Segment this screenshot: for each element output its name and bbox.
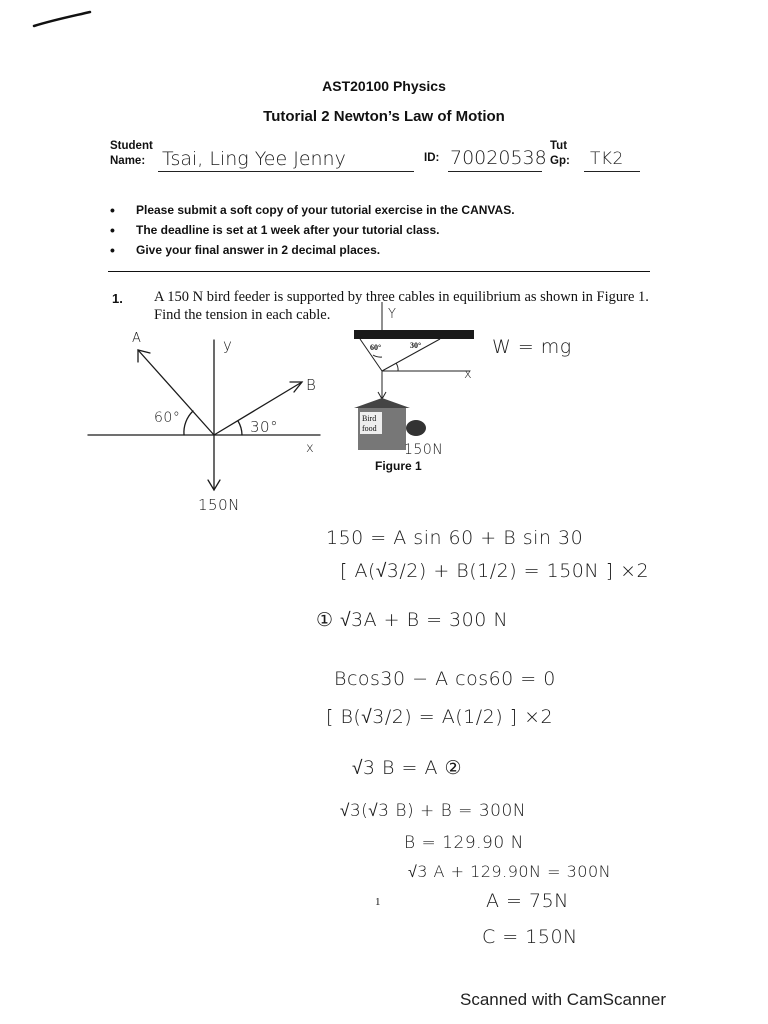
- working-line: A = 75N: [486, 890, 569, 912]
- fig-angle-30: 30°: [410, 341, 422, 350]
- section-divider: [108, 271, 650, 272]
- instruction-item: • Give your final answer in 2 decimal places.: [110, 240, 515, 260]
- instruction-item: • Please submit a soft copy of your tutorial exercise in the CANVAS.: [110, 200, 515, 220]
- fig-label-x: x: [464, 367, 473, 382]
- instruction-list: [110, 200, 515, 260]
- working-line: √3 A + 129.90N = 300N: [408, 862, 612, 881]
- tutorial-title: Tutorial 2 Newton’s Law of Motion: [263, 108, 505, 125]
- working-line: √3(√3 B) + B = 300N: [340, 801, 526, 821]
- free-body-sketch: [80, 320, 340, 520]
- student-name-label: Student Name:: [110, 140, 153, 167]
- bird-icon: [406, 420, 426, 436]
- figure-caption: Figure 1: [375, 459, 422, 473]
- question-text: A 150 N bird feeder is supported by three cables in equilibrium as shown in Figure 1. Find the tension in each cable.: [154, 289, 649, 323]
- label-a: A: [132, 331, 142, 346]
- fig-angle-30-arc: [396, 363, 398, 371]
- cable-b-arrowhead: [290, 382, 302, 392]
- label-b: B: [306, 376, 317, 394]
- working-line: [ B(√3/2) = A(1/2) ] ×2: [326, 706, 554, 728]
- student-name-field: [158, 143, 414, 172]
- course-title: AST20100 Physics: [322, 78, 446, 94]
- working-line: ① √3A + B = 300 N: [316, 609, 509, 631]
- figure-1: [340, 300, 490, 460]
- angle-60-label: 60°: [154, 410, 181, 426]
- instruction-item: • The deadline is set at 1 week after your tutorial class.: [110, 220, 515, 240]
- fig-angle-60-arc: [373, 355, 382, 357]
- fig-label-y: Y: [388, 307, 397, 322]
- student-id-value: 70020538: [450, 147, 547, 169]
- working-line: B = 129.90 N: [404, 833, 524, 853]
- working-line: [ A(√3/2) + B(1/2) = 150N ] ×2: [340, 560, 650, 582]
- ceiling-beam: [354, 330, 474, 339]
- label-x: x: [306, 441, 315, 456]
- tut-group-value: TK2: [590, 149, 624, 169]
- tut-group-label: Tut Gp:: [550, 140, 570, 167]
- student-name-value: Tsai, Ling Yee Jenny: [162, 148, 346, 170]
- working-line: Bcos30 − A cos60 = 0: [334, 668, 556, 690]
- fig-angle-60: 60°: [370, 343, 382, 352]
- angle-30-label: 30°: [250, 418, 279, 436]
- weight-formula-note: W = mg: [492, 336, 572, 358]
- working-line: C = 150N: [482, 926, 578, 948]
- question-number: 1.: [112, 291, 123, 306]
- label-y: y: [223, 336, 233, 354]
- angle-30-arc: [238, 421, 242, 435]
- fig-weight: 150N: [404, 442, 444, 458]
- pen-stroke-mark: [28, 6, 98, 36]
- page-number: 1: [375, 896, 381, 908]
- sign-text-bird: Bird: [362, 414, 377, 423]
- working-line: 150 = A sin 60 + B sin 30: [326, 527, 584, 549]
- id-label: ID:: [424, 152, 440, 164]
- angle-60-arc: [184, 411, 193, 435]
- scanner-watermark: Scanned with CamScanner: [460, 990, 667, 1009]
- tut-group-field: [584, 143, 640, 172]
- student-id-field: [448, 143, 547, 172]
- working-line: √3 B = A ②: [352, 757, 463, 779]
- sign-text-food: food: [362, 424, 377, 433]
- feeder-roof: [354, 398, 410, 408]
- weight-label: 150N: [198, 496, 240, 514]
